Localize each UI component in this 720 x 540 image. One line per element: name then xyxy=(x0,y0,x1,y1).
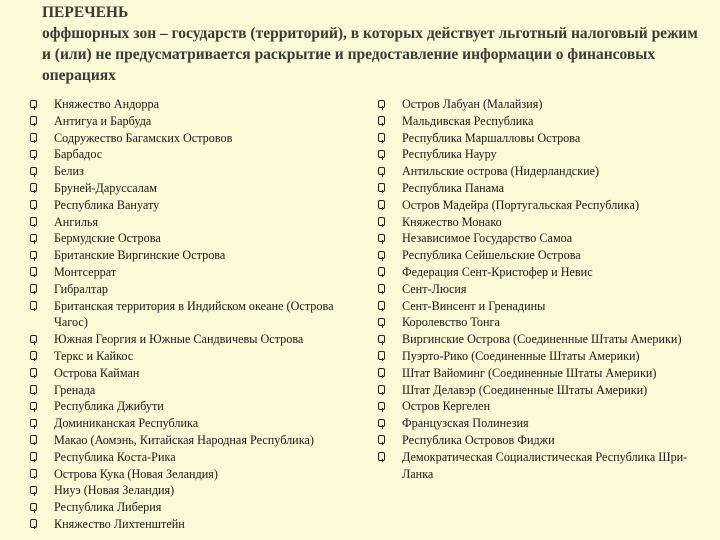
bullet-icon xyxy=(378,133,385,142)
bullet-icon xyxy=(30,133,37,142)
bullet-icon xyxy=(30,150,37,159)
list-item-label: Британские Виргинские Острова xyxy=(54,248,226,263)
list-item xyxy=(30,214,355,231)
list-item xyxy=(30,482,355,499)
bullet-icon xyxy=(378,217,385,226)
bullet-icon xyxy=(30,435,37,444)
list-item-label: Сент-Винсент и Гренадины xyxy=(402,298,546,313)
bullet-icon xyxy=(378,150,385,159)
page-title xyxy=(42,2,702,86)
bullet-icon xyxy=(378,234,385,243)
list-item-label: Республика Коста-Рика xyxy=(54,449,176,464)
list-item-label: Мальдивская Республика xyxy=(402,113,534,128)
bullet-icon xyxy=(378,351,385,360)
bullet-icon xyxy=(30,301,37,310)
list-item-label: Ангилья xyxy=(54,214,99,229)
list-item xyxy=(30,230,355,247)
list-item xyxy=(30,382,355,399)
list-item xyxy=(30,113,355,130)
list-item xyxy=(378,163,708,180)
list-item-label: Республика Джибути xyxy=(54,399,164,414)
list-item-label: Острова Кука (Новая Зеландия) xyxy=(54,466,218,481)
list-item-label: Княжество Монако xyxy=(402,214,502,229)
bullet-icon xyxy=(378,419,385,428)
list-item-label: Гибралтар xyxy=(54,281,108,296)
list-item-label: Гренада xyxy=(54,382,96,397)
list-item xyxy=(30,180,355,197)
bullet-icon xyxy=(30,100,37,109)
list-item xyxy=(378,247,708,264)
list-item-label: Макао (Аомэнь, Китайская Народная Республика) xyxy=(54,432,314,447)
bullet-icon xyxy=(30,402,37,411)
bullet-icon xyxy=(30,469,37,478)
list-item-label: Белиз xyxy=(54,164,84,179)
bullet-icon xyxy=(30,183,37,192)
list-item xyxy=(30,130,355,147)
left-list xyxy=(30,96,355,533)
list-item xyxy=(30,247,355,264)
list-item-label: Королевство Тонга xyxy=(402,315,500,330)
list-item xyxy=(378,398,708,415)
list-item xyxy=(378,449,708,483)
list-item xyxy=(378,432,708,449)
list-item xyxy=(378,146,708,163)
list-item-label: Республика Либерия xyxy=(54,500,162,515)
list-item-label: Независимое Государство Самоа xyxy=(402,231,573,246)
list-item xyxy=(378,180,708,197)
list-item xyxy=(378,415,708,432)
list-item xyxy=(378,113,708,130)
list-item xyxy=(378,264,708,281)
bullet-icon xyxy=(378,116,385,125)
bullet-icon xyxy=(30,351,37,360)
list-item xyxy=(30,96,355,113)
bullet-icon xyxy=(378,251,385,260)
bullet-icon xyxy=(378,452,385,461)
list-item-label: Остров Лабуан (Малайзия) xyxy=(402,97,543,111)
list-item-label: Княжество Лихтенштейн xyxy=(54,516,185,531)
bullet-icon xyxy=(378,318,385,327)
list-item-label: Теркс и Кайкос xyxy=(54,348,134,363)
bullet-icon xyxy=(378,183,385,192)
bullet-icon xyxy=(30,167,37,176)
list-item xyxy=(30,398,355,415)
bullet-icon xyxy=(30,335,37,344)
bullet-icon xyxy=(30,486,37,495)
bullet-icon xyxy=(30,200,37,209)
list-item-label: Пуэрто-Рико (Соединенные Штаты Америки) xyxy=(402,348,640,363)
bullet-icon xyxy=(378,385,385,394)
bullet-icon xyxy=(30,251,37,260)
list-item-label: Французская Полинезия xyxy=(402,416,529,431)
list-item xyxy=(378,382,708,399)
list-item xyxy=(30,365,355,382)
list-item-label: Бруней-Даруссалам xyxy=(54,180,157,195)
list-item xyxy=(30,348,355,365)
list-item xyxy=(30,298,355,332)
list-item xyxy=(378,365,708,382)
list-item xyxy=(378,281,708,298)
list-item-label: Княжество Андорра xyxy=(54,97,159,111)
bullet-icon xyxy=(30,267,37,276)
bullet-icon xyxy=(378,100,385,109)
list-item-label: Острова Кайман xyxy=(54,365,140,380)
bullet-icon xyxy=(378,435,385,444)
list-item-label: Британская территория в Индийском океане (Острова Чагос) xyxy=(54,298,334,330)
list-item-label: Сент-Люсия xyxy=(402,281,467,296)
list-item xyxy=(378,214,708,231)
list-item-label: Южная Георгия и Южные Сандвичевы Острова xyxy=(54,332,304,347)
list-item-label: Антильские острова (Нидерландские) xyxy=(402,164,600,179)
list-item-label: Штат Вайоминг (Соединенные Штаты Америки) xyxy=(402,365,657,380)
list-item-label: Доминиканская Республика xyxy=(54,416,199,431)
list-item xyxy=(30,197,355,214)
bullet-icon xyxy=(378,200,385,209)
bullet-icon xyxy=(30,217,37,226)
list-item-label: Бермудские Острова xyxy=(54,231,161,246)
list-item-label: Штат Делавэр (Соединенные Штаты Америки) xyxy=(402,382,648,397)
title-text: ПЕРЕЧЕНЬ оффшорных зон – государств (территорий), в которых действует льготный налоговый режим и (или) не предусматривается раскрытие и предоставление информации о финансовых операциях xyxy=(42,4,698,84)
bullet-icon xyxy=(378,284,385,293)
list-item xyxy=(30,516,355,533)
bullet-icon xyxy=(378,167,385,176)
bullet-icon xyxy=(30,419,37,428)
bullet-icon xyxy=(30,503,37,512)
list-item xyxy=(378,348,708,365)
bullet-icon xyxy=(378,402,385,411)
bullet-icon xyxy=(30,234,37,243)
list-item xyxy=(378,130,708,147)
list-item-label: Содружество Багамских Островов xyxy=(54,130,233,145)
list-item xyxy=(30,499,355,516)
bullet-icon xyxy=(378,368,385,377)
list-item xyxy=(30,466,355,483)
list-item xyxy=(30,449,355,466)
bullet-icon xyxy=(30,284,37,293)
list-item xyxy=(378,331,708,348)
bullet-icon xyxy=(378,335,385,344)
list-item-label: Остров Мадейра (Португальская Республика) xyxy=(402,197,640,212)
bullet-icon xyxy=(30,519,37,528)
list-item xyxy=(30,432,355,449)
list-item xyxy=(30,163,355,180)
list-item-label: Республика Маршалловы Острова xyxy=(402,130,581,145)
bullet-icon xyxy=(30,116,37,125)
bullet-icon xyxy=(30,385,37,394)
list-item xyxy=(378,298,708,315)
right-list xyxy=(378,96,708,482)
list-item xyxy=(378,314,708,331)
list-item-label: Республика Сейшельские Острова xyxy=(402,248,581,263)
list-item xyxy=(378,197,708,214)
list-item xyxy=(378,230,708,247)
list-item-label: Ниуэ (Новая Зеландия) xyxy=(54,483,175,498)
list-item-label: Федерация Сент-Кристофер и Невис xyxy=(402,264,593,279)
list-item xyxy=(30,415,355,432)
bullet-icon xyxy=(378,267,385,276)
bullet-icon xyxy=(30,452,37,461)
list-item-label: Республика Вануату xyxy=(54,197,160,212)
list-item-label: Демократическая Социалистическая Республика Шри-Ланка xyxy=(402,449,688,481)
list-item xyxy=(30,146,355,163)
list-item-label: Виргинские Острова (Соединенные Штаты Америки) xyxy=(402,332,682,347)
list-item xyxy=(30,331,355,348)
list-item-label: Республика Островов Фиджи xyxy=(402,432,555,447)
list-item-label: Остров Кергелен xyxy=(402,399,491,414)
list-item-label: Антигуа и Барбуда xyxy=(54,113,152,128)
list-item-label: Барбадос xyxy=(54,147,103,162)
list-item xyxy=(378,96,708,113)
list-item-label: Монтсеррат xyxy=(54,264,117,279)
list-item-label: Республика Науру xyxy=(402,147,497,162)
bullet-icon xyxy=(378,301,385,310)
list-item-label: Республика Панама xyxy=(402,180,505,195)
list-item xyxy=(30,264,355,281)
bullet-icon xyxy=(30,368,37,377)
list-item xyxy=(30,281,355,298)
